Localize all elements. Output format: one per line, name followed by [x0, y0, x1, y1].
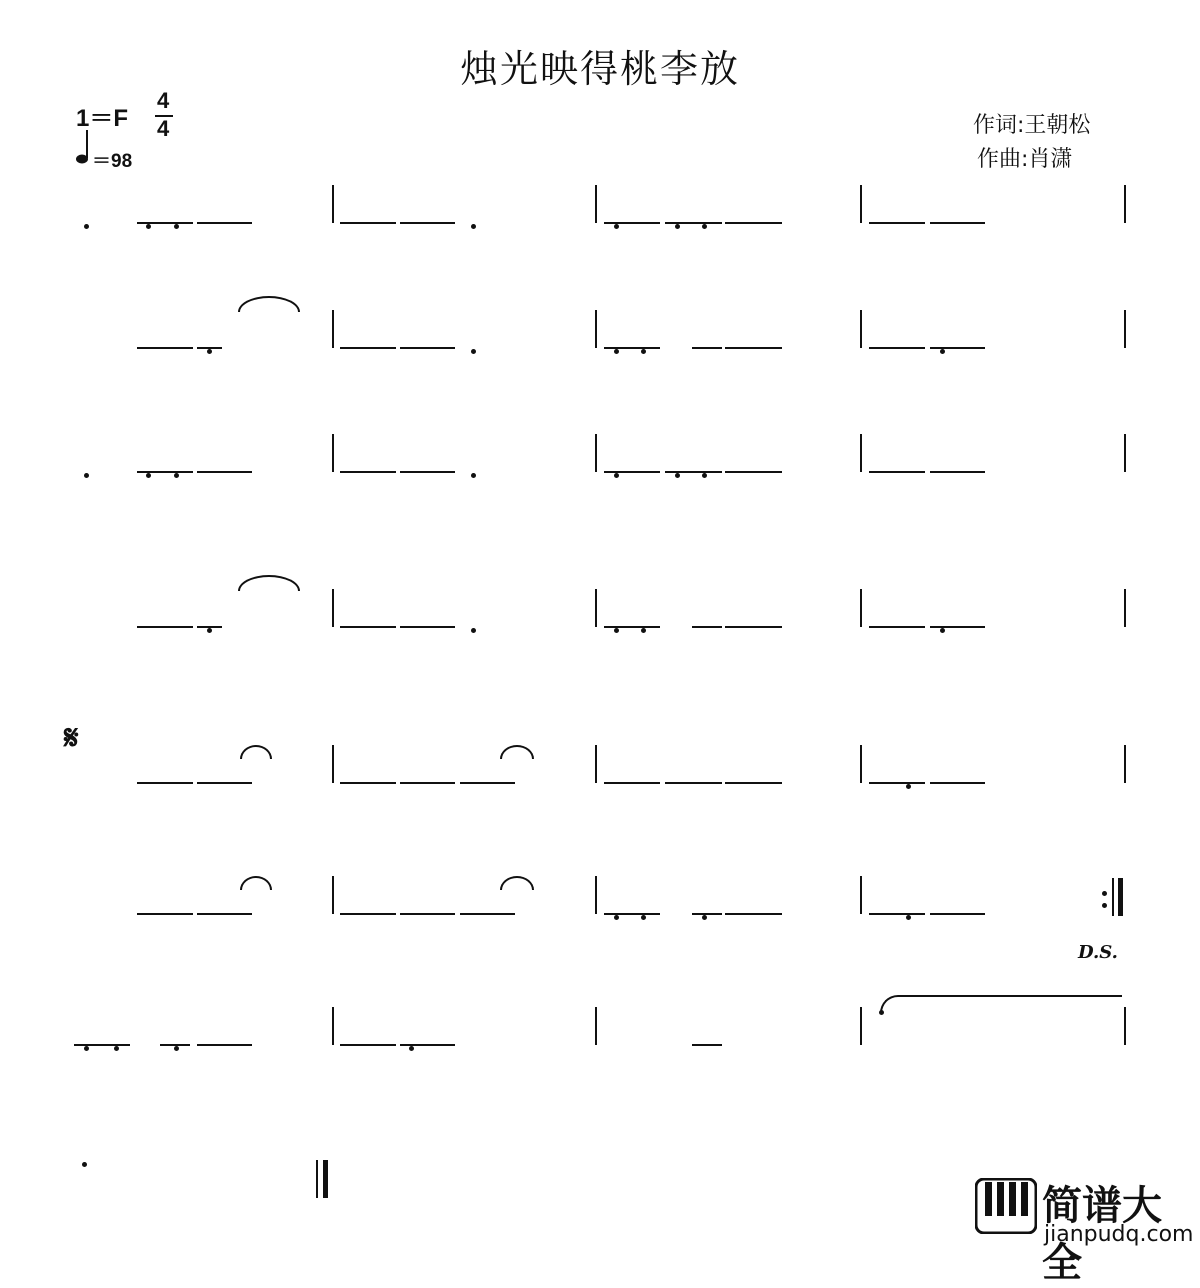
song-title: 烛光映得桃李放 [459, 47, 740, 91]
beam-underline [869, 913, 925, 915]
barline [595, 185, 597, 223]
beam-underline [604, 222, 660, 224]
beam-underline [340, 222, 396, 224]
barline [332, 745, 334, 783]
lower-octave-dot [146, 224, 151, 229]
lower-octave-dot [702, 224, 707, 229]
lower-octave-dot [614, 349, 619, 354]
beam-underline [725, 347, 782, 349]
beam-underline [340, 913, 396, 915]
lyricist: 作词:王朝松 [973, 113, 1091, 138]
barline [332, 185, 334, 223]
lower-octave-dot [702, 473, 707, 478]
barline [860, 434, 862, 472]
lower-octave-dot [471, 224, 476, 229]
repeat-barline-thick [1118, 878, 1123, 916]
beam-underline [400, 626, 455, 628]
tie-slur [238, 296, 300, 312]
lower-octave-dot [174, 1046, 179, 1051]
beam-underline [604, 782, 660, 784]
repeat-barline-thin [1112, 878, 1114, 916]
beam-underline [604, 913, 660, 915]
beam-underline [930, 471, 985, 473]
lower-octave-dot [906, 915, 911, 920]
upper-octave-dot [82, 1162, 87, 1167]
segno-sign: 𝄋 [64, 718, 79, 758]
barline [595, 1007, 597, 1045]
lower-octave-dot [84, 224, 89, 229]
beam-underline [137, 347, 193, 349]
time-sig-bottom: 4 [157, 116, 170, 141]
barline [1124, 589, 1126, 627]
lower-octave-dot [146, 473, 151, 478]
logo-name: 简谱大全 [1042, 1183, 1162, 1286]
beam-underline [400, 222, 455, 224]
beam-underline [930, 626, 985, 628]
beam-underline [137, 222, 193, 224]
barline [860, 745, 862, 783]
barline [860, 1007, 862, 1045]
beam-underline [197, 347, 222, 349]
beam-underline [692, 913, 722, 915]
barline [595, 876, 597, 914]
final-barline-thick [323, 1160, 328, 1198]
beam-underline [930, 782, 985, 784]
lower-octave-dot [675, 224, 680, 229]
lower-octave-dot [207, 349, 212, 354]
beam-underline [400, 347, 455, 349]
beam-underline [604, 347, 660, 349]
barline [1124, 185, 1126, 223]
beam-underline [604, 626, 660, 628]
lower-octave-dot [641, 915, 646, 920]
beam-underline [197, 626, 222, 628]
beam-underline [137, 626, 193, 628]
barline [332, 589, 334, 627]
final-slur [880, 995, 1122, 1013]
lower-octave-dot [207, 628, 212, 633]
beam-underline [869, 347, 925, 349]
lower-octave-dot [614, 628, 619, 633]
time-sig-top: 4 [157, 88, 170, 113]
beam-underline [869, 222, 925, 224]
beam-underline [460, 913, 515, 915]
beam-underline [340, 782, 396, 784]
barline [860, 185, 862, 223]
barline [595, 434, 597, 472]
barline [332, 434, 334, 472]
ds-mark: D.S. [1078, 942, 1118, 963]
beam-underline [137, 782, 193, 784]
tie-slur [500, 745, 534, 759]
beam-underline [340, 626, 396, 628]
beam-underline [74, 1044, 130, 1046]
beam-underline [869, 626, 925, 628]
lower-octave-dot [940, 628, 945, 633]
lower-octave-dot [906, 784, 911, 789]
beam-underline [665, 782, 722, 784]
barline [316, 1160, 318, 1198]
beam-underline [665, 222, 722, 224]
beam-underline [692, 1044, 722, 1046]
beam-underline [460, 782, 515, 784]
beam-underline [725, 782, 782, 784]
barline [860, 876, 862, 914]
piano-keys-icon [975, 1178, 1037, 1238]
barline [595, 310, 597, 348]
barline [1124, 1007, 1126, 1045]
composer: 作曲:肖潇 [977, 147, 1073, 172]
barline [1124, 745, 1126, 783]
beam-underline [197, 1044, 252, 1046]
barline [332, 310, 334, 348]
beam-underline [197, 471, 252, 473]
logo-url: jianpudq.com [1044, 1222, 1194, 1247]
lower-octave-dot [84, 1046, 89, 1051]
repeat-dot [1102, 891, 1107, 896]
beam-underline [197, 782, 252, 784]
barline [595, 589, 597, 627]
lower-octave-dot [614, 915, 619, 920]
tie-slur [240, 745, 272, 759]
beam-underline [160, 1044, 190, 1046]
beam-underline [725, 471, 782, 473]
beam-underline [930, 222, 985, 224]
upper-octave-dot [879, 1010, 884, 1015]
key-signature: 1＝F [76, 105, 129, 132]
beam-underline [197, 222, 252, 224]
tempo: ＝98 [92, 151, 133, 172]
beam-underline [400, 471, 455, 473]
lower-octave-dot [174, 473, 179, 478]
beam-underline [400, 1044, 455, 1046]
lower-octave-dot [940, 349, 945, 354]
barline [332, 876, 334, 914]
repeat-dot [1102, 903, 1107, 908]
lower-octave-dot [702, 915, 707, 920]
beam-underline [930, 347, 985, 349]
tie-slur [238, 575, 300, 591]
lower-octave-dot [675, 473, 680, 478]
tie-slur [240, 876, 272, 890]
beam-underline [400, 913, 455, 915]
beam-underline [340, 1044, 396, 1046]
beam-underline [869, 782, 925, 784]
lower-octave-dot [641, 628, 646, 633]
beam-underline [692, 626, 722, 628]
beam-underline [400, 782, 455, 784]
barline [1124, 310, 1126, 348]
tie-slur [500, 876, 534, 890]
barline [860, 589, 862, 627]
lower-octave-dot [114, 1046, 119, 1051]
lower-octave-dot [409, 1046, 414, 1051]
beam-underline [197, 913, 252, 915]
lower-octave-dot [84, 473, 89, 478]
barline [1124, 434, 1126, 472]
lower-octave-dot [641, 349, 646, 354]
beam-underline [137, 913, 193, 915]
beam-underline [725, 222, 782, 224]
beam-underline [604, 471, 660, 473]
lower-octave-dot [471, 473, 476, 478]
beam-underline [869, 471, 925, 473]
barline [595, 745, 597, 783]
beam-underline [340, 471, 396, 473]
beam-underline [725, 626, 782, 628]
lower-octave-dot [471, 628, 476, 633]
barline [860, 310, 862, 348]
quarter-note-icon [74, 128, 94, 170]
beam-underline [930, 913, 985, 915]
beam-underline [137, 471, 193, 473]
beam-underline [692, 347, 722, 349]
beam-underline [665, 471, 722, 473]
lower-octave-dot [614, 473, 619, 478]
lower-octave-dot [471, 349, 476, 354]
lower-octave-dot [614, 224, 619, 229]
beam-underline [725, 913, 782, 915]
lower-octave-dot [174, 224, 179, 229]
barline [332, 1007, 334, 1045]
beam-underline [340, 347, 396, 349]
